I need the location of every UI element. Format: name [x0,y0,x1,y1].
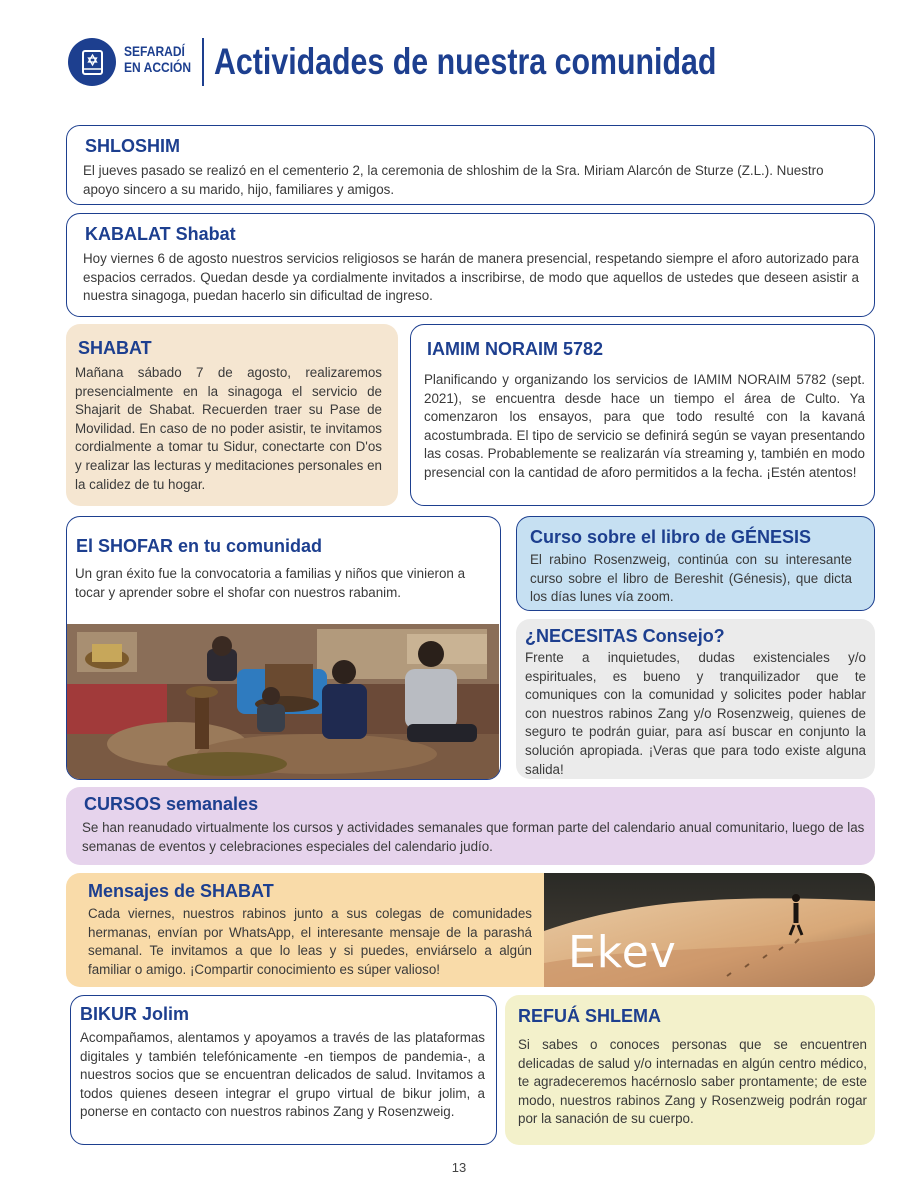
shloshim-card [66,125,875,205]
ekev-word: Ekev [568,927,677,978]
brand-line-2: EN ACCIÓN [124,59,192,75]
cursos-card [66,787,875,865]
shabat-card [66,324,398,506]
mensajes-title: Mensajes de SHABAT [88,881,274,901]
shabat-title: SHABAT [78,338,152,358]
header-divider [202,38,204,86]
genesis-body: El rabino Rosenzweig, continúa con su interesante curso sobre el libro de Bereshit (Génesis), que dicta los días lunes vía zoom. [530,552,852,605]
shofar-photo-illustration [67,624,499,779]
shloshim-title: SHLOSHIM [85,136,181,156]
shofar-card [66,516,501,780]
bikur-card [70,995,497,1145]
iamim-body: Planificando y organizando los servicios de IAMIM NORAIM 5782 (sept. 2021), se encuentra desde hace un tiempo el área de Culto. Ya comenzaron los ensayos, para que todo resulté con la kavaná acostumbrada. El tipo de servicio se definirá según se vayan presentando las cosas. Probablemente se realizarán vía streaming y, también en modo presencial con la cantidad de aforo permitidos a la fecha. ¡Estén atentos! [424,372,865,480]
shabat-body: Mañana sábado 7 de agosto, realizaremos presencialmente en la sinagoga el servicio de Shajarit de Shabat. Recuerden traer su Pase de Movilidad. En caso de no poder asistir, te invitamos cordialmente a tomar tu Sidur, conectarte con D'os y realizar las lecturas y meditaciones personales en la calidez de tu hogar. [75,365,382,492]
shofar-title: El SHOFAR en tu comunidad [76,536,323,556]
logo-badge [68,38,116,86]
kabalat-title: KABALAT Shabat [85,224,236,244]
page-header [68,36,717,88]
consejo-body: Frente a inquietudes, dudas existenciales y/o espirituales, es bueno y tranquilizador que te comuniques con la comunidad y solicites poder hablar con nuestros rabinos Zang y/o Rosenzweig, quienes de seguro te podrán guiar, para así buscar en conjunto la solución apropiada. ¡Veras que para todo existe alguna salida! [525,650,866,777]
mensajes-body: Cada viernes, nuestros rabinos junto a sus colegas de comunidades hermanas, envían por WhatsApp, el interesante mensaje de la parashá semanal. Te invitamos a que lo leas y si puedes, enviárselo a algún familiar o amigo. ¡Compartir conocimiento es súper valioso! [88,906,532,977]
consejo-card [516,619,875,779]
brand-line-1: SEFARADÍ [124,43,185,59]
genesis-card [516,516,875,611]
refua-card [505,995,875,1145]
refua-title: REFUÁ SHLEMA [518,1006,661,1026]
iamim-title: IAMIM NORAIM 5782 [427,339,604,359]
brand-name [124,43,191,75]
genesis-title: Curso sobre el libro de GÉNESIS [530,527,812,547]
cursos-body: Se han reanudado virtualmente los cursos y actividades semanales que forman parte del calendario anual comunitario, luego de las semanas de eventos y celebraciones especiales del calendario judío. [82,820,865,854]
consejo-title: ¿NECESITAS Consejo? [525,626,725,646]
bikur-body: Acompañamos, alentamos y apoyamos a través de las plataformas digitales y también telefónicamente -en tiempos de pandemia-, a nuestros socios que se encuentran delicados de salud. Invitamos a todos quienes deseen integrar el grupo virtual de bikur jolim, a ponerse en contacto con nuestros rabinos Zang y Rosenzweig. [80,1030,485,1120]
page-number: 13 [451,1160,467,1175]
iamim-card [410,324,875,506]
kabalat-body: Hoy viernes 6 de agosto nuestros servicios religiosos se harán de manera presencial, respetando siempre el aforo autorizado para espacios cerrados. Quedan desde ya cordialmente invitados a inscribirse, de modo que aquellos de ustedes que deseen asistir a nuestra sinagoga, puedan hacerlo sin dificultad de ingreso. [83,251,859,304]
shofar-photo [67,624,499,779]
ekev-image [544,873,875,987]
shloshim-body: El jueves pasado se realizó en el cementerio 2, la ceremonia de shloshim de la Sra. Miriam Alarcón de Sturze (Z.L.). Nuestro apoyo sincero a su marido, hijo, familiares y amigos. [83,163,824,197]
shofar-body: Un gran éxito fue la convocatoria a familias y niños que vinieron a tocar y aprender sobre el shofar con nuestros rabanim. [75,566,466,600]
bikur-title: BIKUR Jolim [80,1004,190,1024]
mensajes-card [66,873,875,987]
refua-body: Si sabes o conoces personas que se encuentren delicadas de salud y/o internadas en algún centro médico, te agradeceremos hacérnoslo saber prontamente; de este modo, nuestros rabinos Zang y Rosenzweig podrán rogar por la sanación de su cuerpo. [518,1037,867,1127]
page-title: Actividades de nuestra comunidad [214,41,717,82]
star-of-david-icon [68,38,116,86]
kabalat-card [66,213,875,317]
cursos-title: CURSOS semanales [84,794,259,814]
